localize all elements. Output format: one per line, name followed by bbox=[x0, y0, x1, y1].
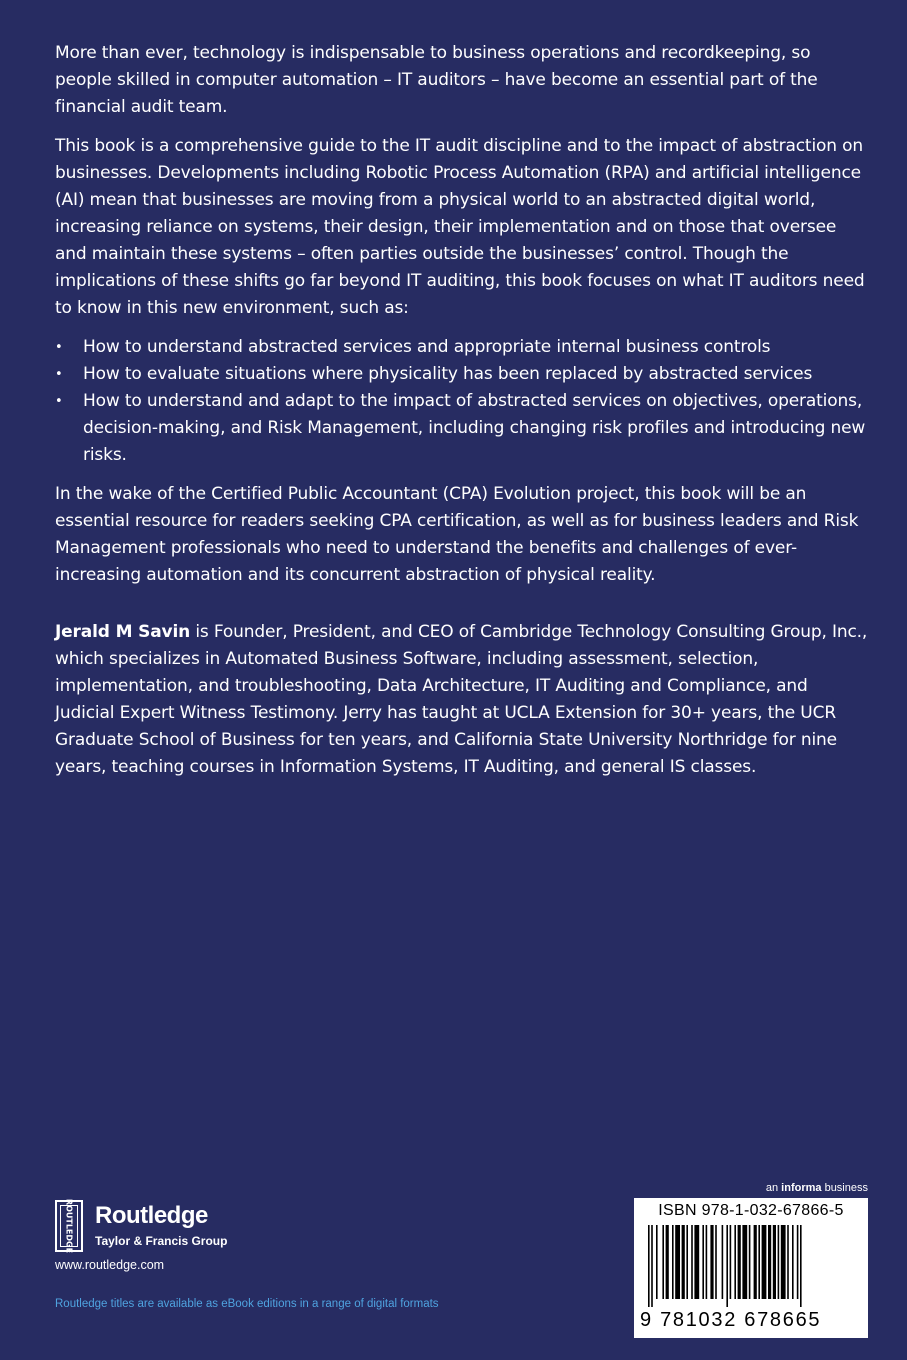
barcode-bar bbox=[722, 1225, 724, 1299]
barcode-bar bbox=[800, 1225, 802, 1307]
barcode-bar bbox=[778, 1225, 780, 1299]
barcode-bar bbox=[768, 1225, 771, 1299]
publisher-group: Taylor & Francis Group bbox=[95, 1234, 228, 1248]
barcode-bar bbox=[715, 1225, 717, 1299]
routledge-logo bbox=[55, 1200, 275, 1255]
barcode-bar bbox=[734, 1225, 736, 1299]
barcode-bar bbox=[762, 1225, 767, 1299]
barcode-bar bbox=[656, 1225, 658, 1299]
barcode-bar bbox=[702, 1225, 704, 1299]
barcode-bar bbox=[691, 1225, 693, 1299]
isbn-barcode bbox=[634, 1198, 868, 1338]
barcode-bar bbox=[773, 1225, 776, 1299]
informa-brand: informa bbox=[781, 1182, 822, 1194]
author-bio-text: is Founder, President, and CEO of Cambridge Technology Consulting Group, Inc., which specializes in Automated Business Software, including assessment, selection, implementation, and troubleshooting, Data Architecture, IT Auditing and Compliance, and Judicial Expert Witness Testimony. Jerry has taught at UCLA Extension for 30+ years, the UCR Graduate School of Business for ten years, and California State University Northridge for nine years, teaching courses in Information Systems, IT Auditing, and general IS classes. bbox=[55, 622, 868, 777]
barcode-bar bbox=[710, 1225, 713, 1299]
barcode-bars-icon bbox=[648, 1225, 858, 1307]
author-bio bbox=[55, 619, 870, 781]
description-paragraph-2: This book is a comprehensive guide to the IT audit discipline and to the impact of abstraction on businesses. Developments including Robotic Process Automation (RPA) and artificial intelligence (AI) mean that businesses are moving from a physical world to an abstracted digital world, increasing reliance on systems, their design, their implementation and on those that oversee and maintain these systems – often parties outside the businesses’ control. Though the implications of these shifts go far beyond IT auditing, this book focuses on what IT auditors need to know in this new environment, such as: bbox=[55, 136, 865, 318]
publisher-website[interactable]: www.routledge.com bbox=[55, 1258, 165, 1272]
barcode-bar bbox=[742, 1225, 747, 1299]
bullet-item: • How to understand abstracted services and appropriate internal business controls bbox=[55, 334, 870, 361]
bullet-item: • How to understand and adapt to the impact of abstracted services on objectives, operations, decision-making, and Risk Management, including changing risk profiles and introducing new risks. bbox=[55, 388, 870, 469]
informa-suffix: business bbox=[821, 1182, 868, 1194]
barcode-bar bbox=[730, 1225, 732, 1299]
barcode-bar bbox=[694, 1225, 699, 1299]
barcode-bar bbox=[754, 1225, 757, 1299]
publisher-name: Routledge bbox=[95, 1202, 208, 1229]
barcode-bar bbox=[781, 1225, 786, 1299]
barcode-bar bbox=[651, 1225, 653, 1307]
barcode-bar bbox=[758, 1225, 760, 1299]
description-paragraph-1: More than ever, technology is indispensable to business operations and recordkeeping, so people skilled in computer automation – IT auditors – have become an essential part of the financial audit team. bbox=[55, 43, 818, 117]
bullet-item: • How to evaluate situations where physicality has been replaced by abstracted services bbox=[55, 361, 870, 388]
barcode-bar bbox=[675, 1225, 680, 1299]
bullet-list bbox=[55, 334, 870, 469]
barcode-digits: 9 781032 678665 bbox=[640, 1309, 822, 1331]
ebook-note: Routledge titles are available as eBook editions in a range of digital formats bbox=[55, 1298, 439, 1310]
barcode-bar bbox=[738, 1225, 741, 1299]
barcode-bar bbox=[726, 1225, 728, 1307]
barcode-bar bbox=[706, 1225, 708, 1299]
logo-mark-text: ROUTLEDGE bbox=[64, 1198, 74, 1254]
barcode-bar bbox=[666, 1225, 669, 1299]
barcode-bar bbox=[682, 1225, 685, 1299]
informa-tagline bbox=[640, 1182, 868, 1194]
barcode-bar bbox=[792, 1225, 794, 1299]
description-paragraph-3: In the wake of the Certified Public Accountant (CPA) Evolution project, this book will be an essential resource for readers seeking CPA certification, as well as for business leaders and Risk Management professionals who need to understand the benefits and challenges of ever-increasing automation and its concurrent abstraction of physical reality. bbox=[55, 484, 859, 585]
barcode-bar bbox=[787, 1225, 789, 1299]
barcode-bar bbox=[686, 1225, 688, 1299]
barcode-bar bbox=[648, 1225, 650, 1307]
barcode-bar bbox=[662, 1225, 664, 1299]
isbn-label: ISBN 978-1-032-67866-5 bbox=[658, 1202, 844, 1219]
back-cover-text bbox=[55, 40, 870, 793]
barcode-bar bbox=[672, 1225, 674, 1299]
barcode-bar bbox=[749, 1225, 751, 1299]
author-name: Jerald M Savin bbox=[55, 622, 191, 642]
routledge-mark-icon bbox=[55, 1200, 83, 1252]
barcode-bar bbox=[797, 1225, 799, 1299]
informa-prefix: an bbox=[765, 1182, 782, 1194]
